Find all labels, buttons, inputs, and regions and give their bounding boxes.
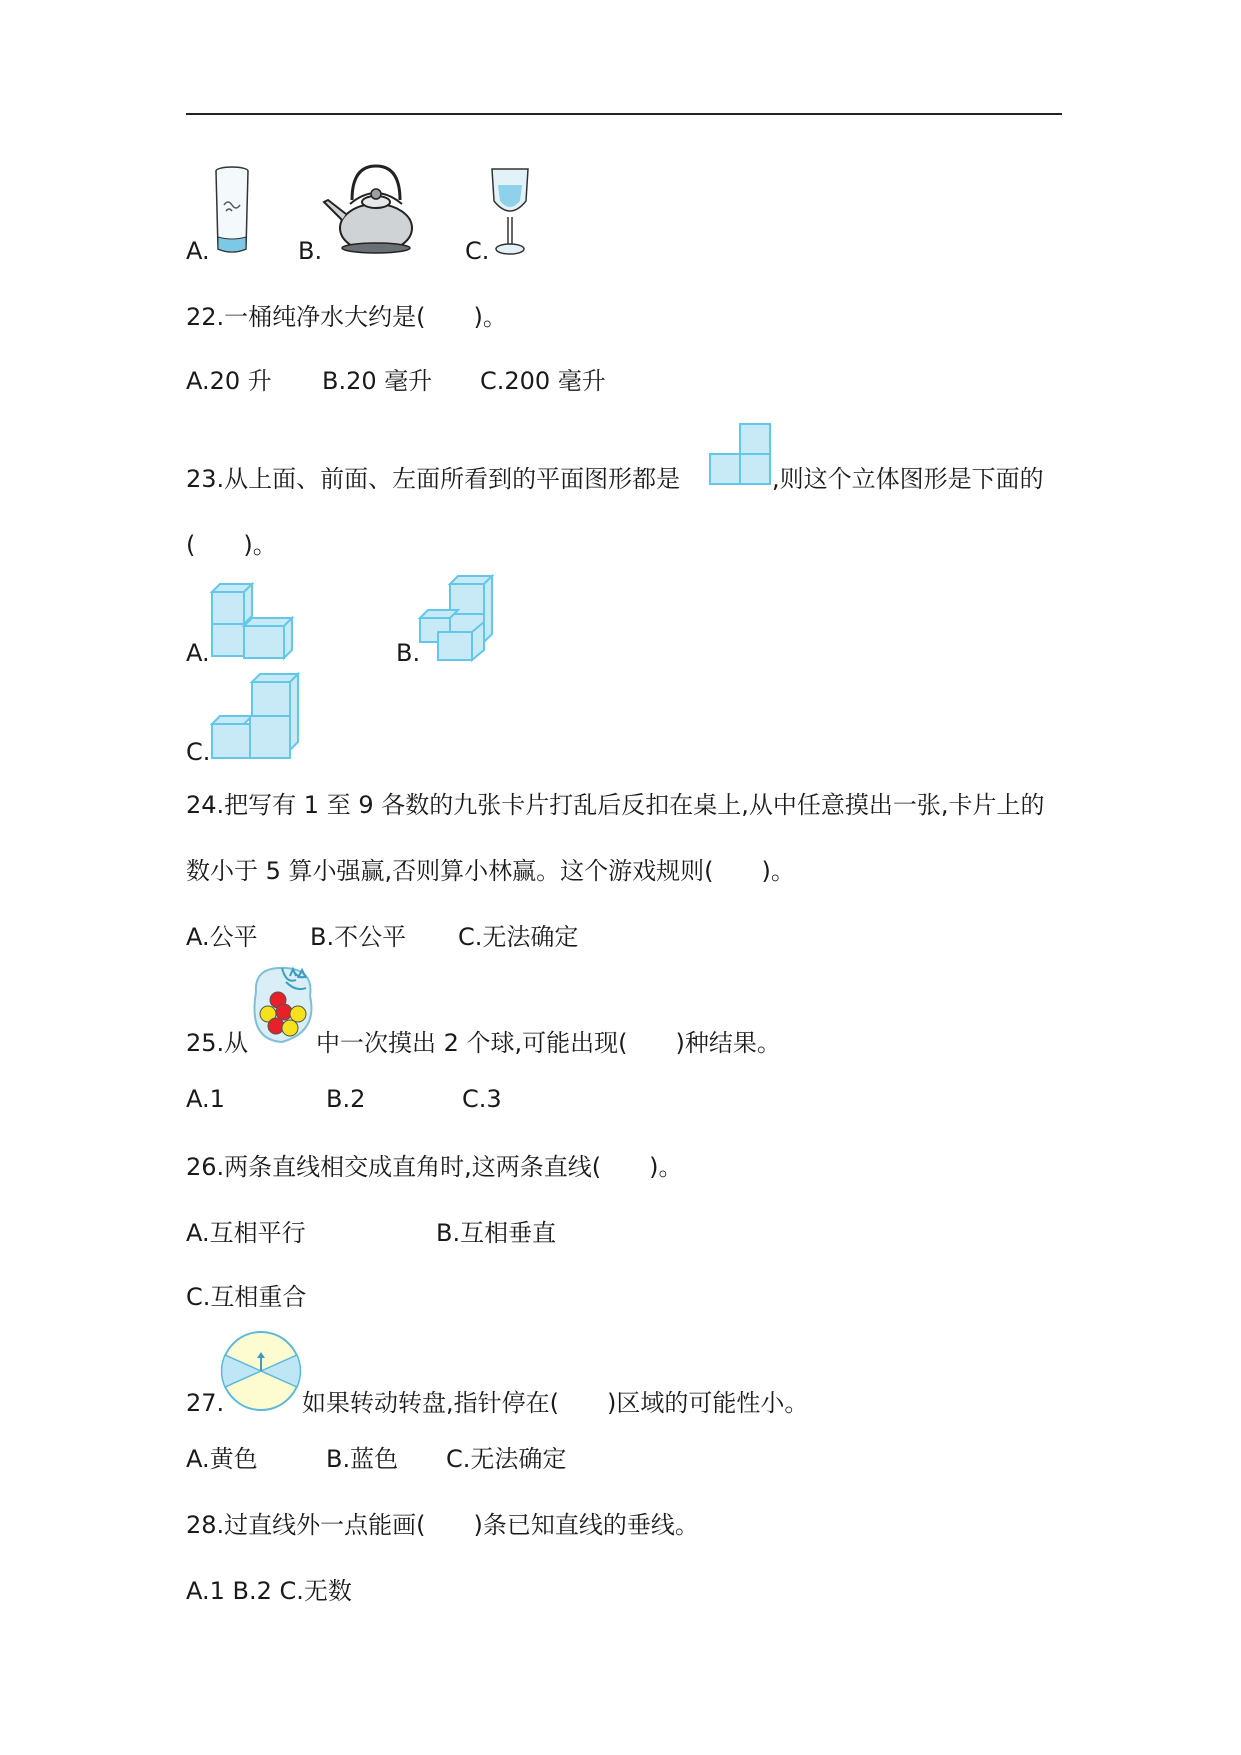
q27-option-b[interactable]: B.蓝色 (326, 1445, 399, 1473)
q21-option-c[interactable]: C. (465, 237, 490, 265)
q23-option-a[interactable]: A. (186, 639, 210, 667)
q25-option-b[interactable]: B.2 (326, 1085, 366, 1113)
q22-option-c[interactable]: C.200 毫升 (480, 367, 606, 395)
cube-figure-a-icon (208, 582, 300, 662)
cube-figure-c-icon (208, 672, 300, 762)
q23-stem-part2: ,则这个立体图形是下面的 (772, 465, 1044, 493)
q28-options[interactable]: A.1 B.2 C.无数 (186, 1577, 352, 1605)
q27-option-a[interactable]: A.黄色 (186, 1445, 258, 1473)
q27-stem-part1: 27. (186, 1389, 225, 1417)
q24-stem-line1: 24.把写有 1 至 9 各数的九张卡片打乱后反扣在桌上,从中任意摸出一张,卡片上的 (186, 791, 1045, 819)
wine-glass-icon (488, 165, 532, 259)
q23-option-c[interactable]: C. (186, 738, 211, 766)
q26-option-a[interactable]: A.互相平行 (186, 1219, 306, 1247)
q25-option-c[interactable]: C.3 (462, 1085, 502, 1113)
ball-bag-icon (246, 962, 318, 1048)
view-shape-icon (708, 422, 772, 486)
q25-option-a[interactable]: A.1 (186, 1085, 225, 1113)
cube-figure-b-icon (416, 574, 496, 664)
q26-stem: 26.两条直线相交成直角时,这两条直线( )。 (186, 1153, 683, 1181)
q26-option-c[interactable]: C.互相重合 (186, 1283, 307, 1311)
spinner-icon (220, 1330, 302, 1412)
kettle-icon (322, 160, 418, 256)
q23-option-b[interactable]: B. (396, 639, 421, 667)
header-rule (186, 113, 1062, 115)
q24-option-c[interactable]: C.无法确定 (458, 923, 579, 951)
q27-stem-part2: 如果转动转盘,指针停在( )区域的可能性小。 (302, 1389, 809, 1417)
q26-option-b[interactable]: B.互相垂直 (436, 1219, 557, 1247)
q25-stem-part2: 中一次摸出 2 个球,可能出现( )种结果。 (316, 1029, 781, 1057)
q22-option-b[interactable]: B.20 毫升 (322, 367, 433, 395)
q22-stem: 22.一桶纯净水大约是( )。 (186, 303, 507, 331)
q25-stem-part1: 25.从 (186, 1029, 249, 1057)
q27-option-c[interactable]: C.无法确定 (446, 1445, 567, 1473)
q21-option-b[interactable]: B. (298, 237, 323, 265)
q24-option-b[interactable]: B.不公平 (310, 923, 407, 951)
q23-stem-line2: ( )。 (186, 531, 277, 559)
q24-option-a[interactable]: A.公平 (186, 923, 258, 951)
q22-option-a[interactable]: A.20 升 (186, 367, 272, 395)
q21-option-a[interactable]: A. (186, 237, 210, 265)
glass-cup-icon (212, 165, 252, 257)
q24-stem-line2: 数小于 5 算小强赢,否则算小林赢。这个游戏规则( )。 (186, 857, 795, 885)
q23-stem-part1: 23.从上面、前面、左面所看到的平面图形都是 (186, 465, 681, 493)
q28-stem: 28.过直线外一点能画( )条已知直线的垂线。 (186, 1511, 699, 1539)
